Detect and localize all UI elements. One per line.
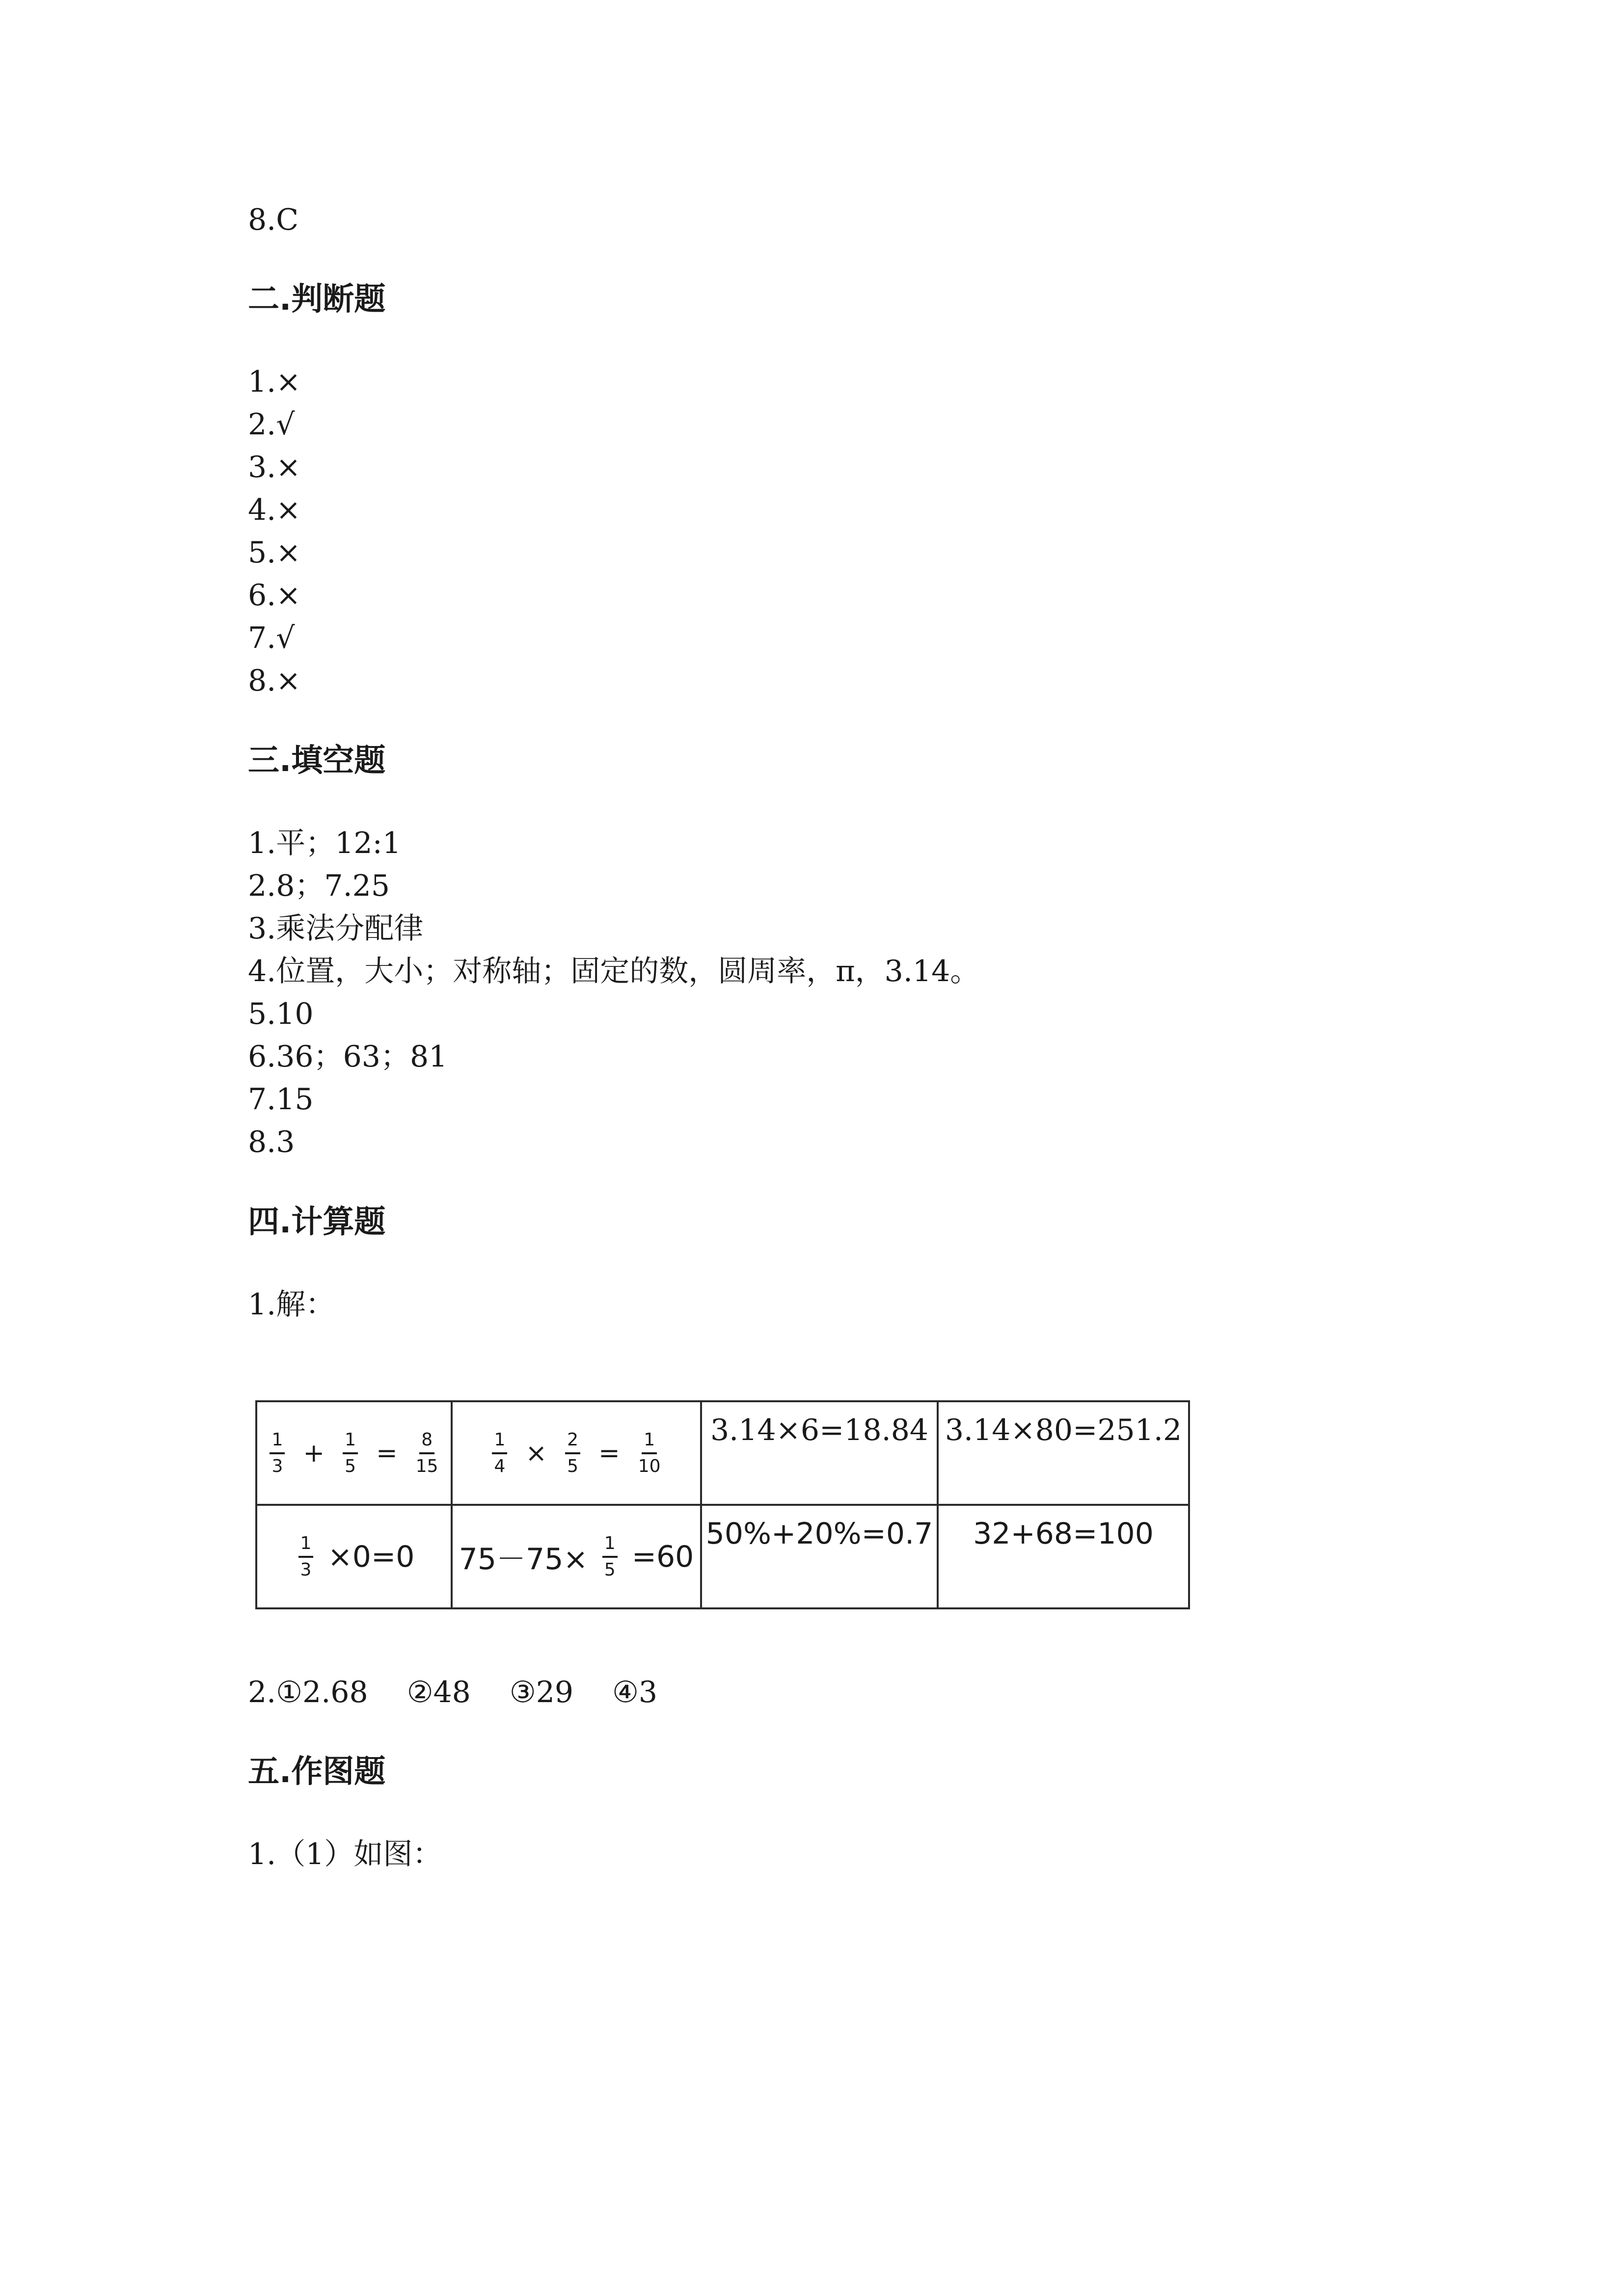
fraction: $\frac{1}{3}$ bbox=[270, 1431, 285, 1476]
equals-sign: = bbox=[376, 1438, 398, 1468]
table-cell-fraction-multiplication bbox=[452, 1401, 701, 1505]
times-sign: × bbox=[525, 1438, 547, 1468]
fraction: $\frac{2}{5}$ bbox=[565, 1431, 580, 1476]
fraction: $\frac{1}{5}$ bbox=[602, 1534, 618, 1579]
judgement-answer-5: 5.× bbox=[248, 535, 301, 570]
calculation-answer-table bbox=[255, 1400, 1190, 1609]
fill-answer-8: 8.3 bbox=[248, 1125, 295, 1159]
expression-text: ×0=0 bbox=[327, 1539, 415, 1574]
table-row bbox=[256, 1505, 1189, 1608]
drawing-question-1: 1.（1）如图： bbox=[248, 1837, 442, 1871]
choice-answer-8: 8.C bbox=[248, 203, 299, 237]
calc-question-1-label: 1.解： bbox=[248, 1287, 335, 1322]
table-cell: 3.14×80=251.2 bbox=[938, 1401, 1189, 1505]
judgement-answer-6: 6.× bbox=[248, 578, 301, 613]
plus-sign: + bbox=[303, 1438, 325, 1468]
fraction: $\frac{1}{5}$ bbox=[343, 1431, 358, 1476]
table-row bbox=[256, 1401, 1189, 1505]
section-title-fill-blank: 三.填空题 bbox=[248, 743, 386, 779]
table-cell: 50%+20%=0.7 bbox=[701, 1505, 938, 1608]
table-cell: 32+68=100 bbox=[938, 1505, 1189, 1608]
expression-text: =60 bbox=[631, 1539, 694, 1574]
fill-answer-4: 4.位置，大小；对称轴；固定的数，圆周率，π，3.14。 bbox=[248, 954, 980, 988]
judgement-answer-3: 3.× bbox=[248, 450, 301, 484]
fill-answer-1: 1.平；12:1 bbox=[248, 826, 401, 860]
expression-text: 75－75× bbox=[459, 1542, 588, 1576]
judgement-answer-8: 8.× bbox=[248, 664, 301, 698]
table-cell-subtraction bbox=[452, 1505, 701, 1608]
table-cell-fraction-times-zero bbox=[256, 1505, 452, 1608]
judgement-answer-2: 2.√ bbox=[248, 407, 295, 442]
section-title-drawing: 五.作图题 bbox=[248, 1754, 386, 1790]
section-title-judgement: 二.判断题 bbox=[248, 281, 386, 318]
calc-question-2-answers: 2.①2.68 ②48 ③29 ④3 bbox=[248, 1675, 658, 1709]
fill-answer-6: 6.36；63；81 bbox=[248, 1040, 448, 1074]
fraction: $\frac{1}{3}$ bbox=[298, 1534, 314, 1579]
fraction: $\frac{1}{4}$ bbox=[492, 1431, 507, 1476]
table-cell: 3.14×6=18.84 bbox=[701, 1401, 938, 1505]
judgement-answer-1: 1.× bbox=[248, 365, 301, 399]
fraction: $\frac{1}{10}$ bbox=[638, 1429, 661, 1476]
section-title-calculation: 四.计算题 bbox=[248, 1204, 386, 1240]
equals-sign: = bbox=[598, 1438, 620, 1468]
fill-answer-5: 5.10 bbox=[248, 997, 314, 1031]
fill-answer-3: 3.乘法分配律 bbox=[248, 911, 424, 946]
judgement-answer-4: 4.× bbox=[248, 493, 301, 527]
fill-answer-2: 2.8；7.25 bbox=[248, 869, 390, 903]
table-cell-fraction-addition bbox=[256, 1401, 452, 1505]
fill-answer-7: 7.15 bbox=[248, 1082, 314, 1117]
fraction: $\frac{8}{15}$ bbox=[415, 1429, 438, 1476]
judgement-answer-7: 7.√ bbox=[248, 621, 295, 655]
